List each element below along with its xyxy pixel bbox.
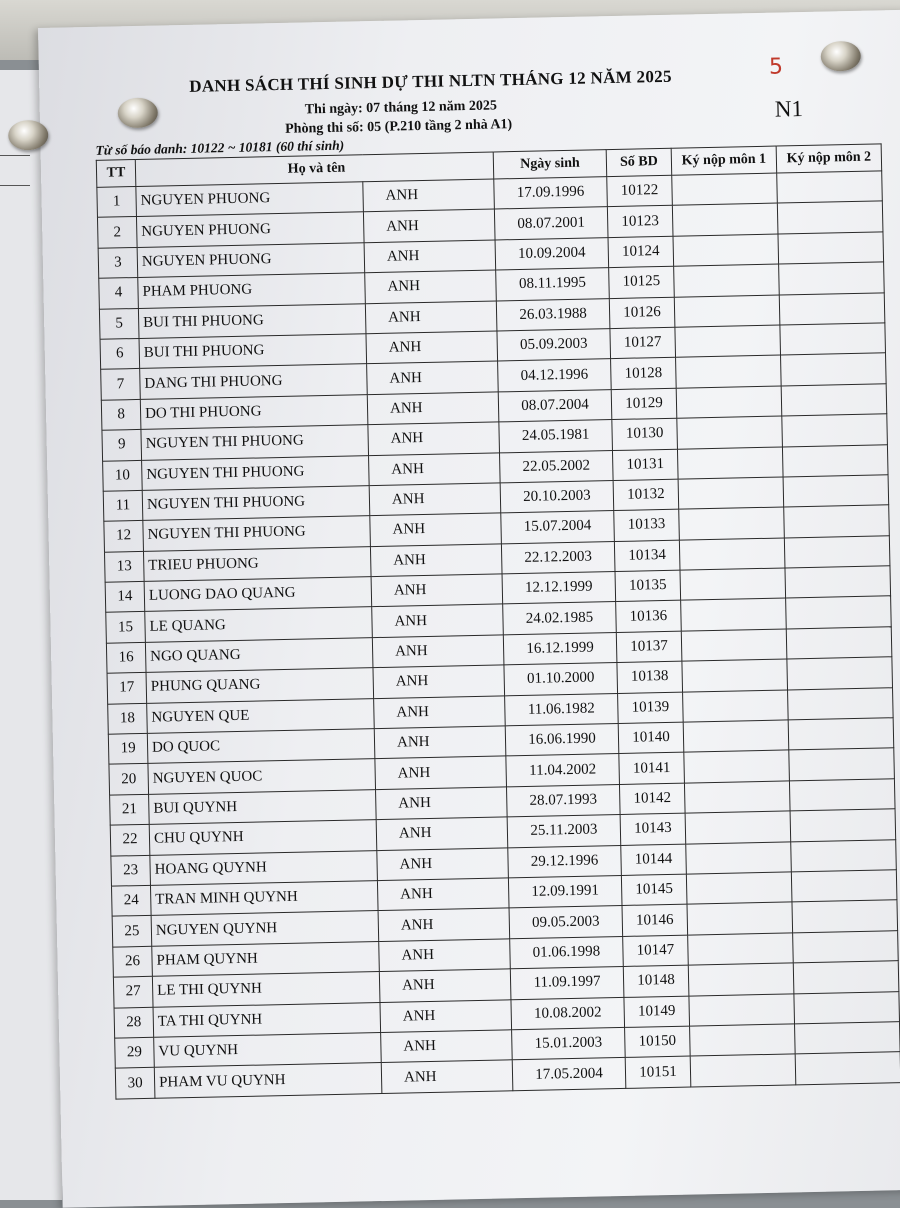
row-signature-1 [683,690,789,723]
row-surname: NGO QUANG [145,637,373,672]
row-tt: 13 [104,551,144,582]
row-given-name: ANH [372,604,504,637]
row-surname: BUI THI PHUONG [138,303,366,338]
row-given-name: ANH [379,969,511,1002]
row-candidate-number: 10132 [613,479,679,511]
row-tt: 21 [110,794,150,825]
row-given-name: ANH [365,301,497,334]
row-tt: 12 [104,521,144,552]
row-given-name: ANH [373,665,505,698]
row-candidate-number: 10148 [623,965,689,997]
row-tt: 24 [111,885,151,916]
row-signature-1 [676,355,782,388]
row-dob: 28.07.1993 [506,784,620,817]
row-signature-2 [794,991,900,1024]
row-signature-2 [793,961,899,994]
row-surname: NGUYEN PHUONG [136,182,364,217]
table-body [97,171,900,1099]
row-surname: NGUYEN PHUONG [136,212,364,247]
row-dob: 24.05.1981 [499,420,613,453]
row-signature-2 [783,475,889,508]
row-tt: 7 [101,369,141,400]
row-given-name: ANH [376,787,508,820]
row-surname: VU QUYNH [154,1032,382,1067]
row-tt: 27 [113,976,153,1007]
row-signature-2 [777,201,883,234]
row-signature-2 [777,171,883,204]
row-signature-2 [793,930,899,963]
row-signature-2 [784,535,890,568]
row-given-name: ANH [369,483,501,516]
row-surname: NGUYEN THI PHUONG [141,425,369,460]
row-dob: 24.02.1985 [503,602,617,635]
row-surname: LE QUANG [145,607,373,642]
row-candidate-number: 10122 [607,175,673,207]
row-dob: 22.05.2002 [499,450,613,483]
row-candidate-number: 10126 [609,297,675,329]
row-tt: 28 [114,1007,154,1038]
row-signature-2 [778,232,884,265]
pushpin-icon [8,120,49,151]
row-given-name: ANH [379,939,511,972]
row-given-name: ANH [377,878,509,911]
row-candidate-number: 10139 [618,692,684,724]
row-signature-2 [795,1022,900,1055]
row-surname: LE THI QUYNH [152,972,380,1007]
row-signature-2 [781,384,887,417]
row-candidate-number: 10127 [610,327,676,359]
row-surname: DANG THI PHUONG [140,364,368,399]
row-candidate-number: 10135 [615,570,681,602]
row-tt: 20 [109,764,149,795]
column-header-sig2: Ký nộp môn 2 [776,144,882,173]
handwritten-mark: 5 [768,54,784,80]
row-signature-1 [690,1054,796,1087]
row-tt: 8 [101,399,141,430]
row-signature-1 [677,416,783,449]
row-signature-1 [672,173,778,206]
row-signature-1 [685,811,791,844]
row-tt: 25 [112,916,152,947]
row-signature-2 [789,748,895,781]
row-given-name: ANH [370,544,502,577]
row-signature-1 [674,295,780,328]
row-candidate-number: 10130 [612,418,678,450]
row-surname: NGUYEN THI PHUONG [142,486,370,521]
row-given-name: ANH [371,574,503,607]
exam-roster-sheet [38,10,900,1208]
row-tt: 16 [106,642,146,673]
pushpin-icon [117,98,158,129]
row-dob: 01.10.2000 [504,663,618,696]
row-dob: 15.01.2003 [512,1027,626,1060]
row-given-name: ANH [374,726,506,759]
row-signature-1 [678,477,784,510]
row-dob: 10.08.2002 [511,997,625,1030]
row-surname: TRAN MINH QUYNH [150,881,378,916]
row-signature-1 [682,659,788,692]
row-signature-1 [681,598,787,631]
row-tt: 15 [106,612,146,643]
row-tt: 30 [115,1068,155,1099]
row-dob: 10.09.2004 [495,237,609,270]
row-given-name: ANH [363,179,495,212]
row-signature-2 [779,292,885,325]
row-dob: 11.09.1997 [510,967,624,1000]
row-signature-2 [788,718,894,751]
row-dob: 09.05.2003 [509,906,623,939]
row-surname: DO QUOC [147,729,375,764]
row-signature-2 [792,900,898,933]
row-candidate-number: 10142 [619,783,685,815]
row-given-name: ANH [374,696,506,729]
row-candidate-number: 10128 [611,358,677,390]
row-tt: 5 [99,308,139,339]
row-signature-2 [780,323,886,356]
row-dob: 08.07.2001 [494,207,608,240]
row-signature-2 [781,353,887,386]
row-tt: 6 [100,338,140,369]
row-candidate-number: 10136 [616,601,682,633]
row-candidate-number: 10145 [621,874,687,906]
row-candidate-number: 10133 [614,509,680,541]
row-dob: 26.03.1988 [496,298,610,331]
row-signature-1 [684,781,790,814]
row-candidate-number: 10147 [623,935,689,967]
candidate-range: Từ số báo danh: 10122 ~ 10181 (60 thí sinh) [95,137,345,158]
document-title: DANH SÁCH THÍ SINH DỰ THI NLTN THÁNG 12 NĂM 2025 [189,66,672,96]
row-given-name: ANH [372,635,504,668]
row-dob: 29.12.1996 [508,845,622,878]
row-tt: 18 [108,703,148,734]
row-signature-2 [789,779,895,812]
row-given-name: ANH [363,209,495,242]
row-tt: 26 [113,946,153,977]
row-surname: NGUYEN PHUONG [137,242,365,277]
room-code: N1 [774,95,804,122]
row-tt: 3 [98,247,138,278]
row-signature-1 [674,264,780,297]
row-signature-1 [676,386,782,419]
row-dob: 15.07.2004 [501,511,615,544]
row-dob: 12.12.1999 [502,572,616,605]
column-header-tt: TT [96,159,136,187]
row-surname: NGUYEN QUOC [148,759,376,794]
row-signature-1 [688,933,794,966]
row-dob: 01.06.1998 [510,936,624,969]
row-tt: 9 [102,430,142,461]
row-surname: CHU QUYNH [149,820,377,855]
row-surname: PHAM PHUONG [138,273,366,308]
row-candidate-number: 10150 [625,1026,691,1058]
row-signature-1 [689,993,795,1026]
row-signature-2 [782,444,888,477]
row-tt: 19 [108,733,148,764]
row-surname: NGUYEN QUE [147,698,375,733]
row-signature-1 [684,750,790,783]
row-given-name: ANH [368,422,500,455]
row-candidate-number: 10143 [620,813,686,845]
row-dob: 17.05.2004 [512,1058,626,1091]
row-given-name: ANH [380,999,512,1032]
row-signature-1 [686,872,792,905]
row-dob: 04.12.1996 [498,359,612,392]
row-given-name: ANH [376,817,508,850]
row-tt: 11 [103,490,143,521]
row-tt: 10 [103,460,143,491]
row-dob: 16.12.1999 [503,632,617,665]
row-signature-2 [786,596,892,629]
row-signature-1 [673,234,779,267]
row-candidate-number: 10129 [611,388,677,420]
row-candidate-number: 10146 [622,904,688,936]
row-given-name: ANH [378,908,510,941]
row-candidate-number: 10149 [624,996,690,1028]
row-signature-1 [686,842,792,875]
row-dob: 12.09.1991 [508,875,622,908]
row-candidate-number: 10144 [621,844,687,876]
row-signature-1 [681,629,787,662]
row-signature-2 [782,414,888,447]
row-tt: 29 [115,1037,155,1068]
row-tt: 17 [107,673,147,704]
row-signature-1 [683,720,789,753]
row-surname: BUI QUYNH [149,789,377,824]
row-given-name: ANH [370,513,502,546]
row-signature-2 [779,262,885,295]
row-surname: LUONG DAO QUANG [144,577,372,612]
row-dob: 22.12.2003 [501,541,615,574]
column-header-sig1: Ký nộp môn 1 [671,146,777,175]
row-candidate-number: 10124 [608,236,674,268]
row-dob: 16.06.1990 [505,724,619,757]
exam-date: Thi ngày: 07 tháng 12 năm 2025 [304,98,498,118]
row-signature-1 [677,447,783,480]
row-candidate-number: 10141 [619,753,685,785]
row-given-name: ANH [381,1060,513,1093]
row-signature-2 [791,839,897,872]
row-tt: 1 [97,186,137,217]
row-surname: DO THI PHUONG [140,394,368,429]
row-surname: NGUYEN QUYNH [151,911,379,946]
row-dob: 05.09.2003 [497,329,611,362]
row-dob: 11.04.2002 [506,754,620,787]
row-tt: 14 [105,581,145,612]
row-tt: 2 [97,217,137,248]
column-header-bd: Số BD [606,148,672,176]
sheet-line [0,185,30,186]
row-dob: 11.06.1982 [505,693,619,726]
pushpin-icon [820,41,861,72]
row-signature-1 [672,203,778,236]
row-tt: 23 [111,855,151,886]
row-signature-2 [785,566,891,599]
row-given-name: ANH [375,756,507,789]
row-dob: 20.10.2003 [500,480,614,513]
row-candidate-number: 10123 [607,206,673,238]
row-given-name: ANH [367,361,499,394]
exam-room: Phòng thi số: 05 (P.210 tầng 2 nhà A1) [285,117,513,137]
row-signature-1 [679,538,785,571]
row-tt: 4 [99,278,139,309]
row-given-name: ANH [381,1030,513,1063]
row-dob: 25.11.2003 [507,815,621,848]
row-surname: TRIEU PHUONG [143,546,371,581]
row-signature-2 [788,687,894,720]
row-surname: PHAM VU QUYNH [154,1063,382,1098]
candidate-table [96,143,900,1099]
row-candidate-number: 10134 [614,540,680,572]
row-signature-2 [786,627,892,660]
row-candidate-number: 10125 [609,266,675,298]
row-given-name: ANH [366,331,498,364]
row-given-name: ANH [364,240,496,273]
row-candidate-number: 10137 [616,631,682,663]
row-surname: PHUNG QUANG [146,668,374,703]
row-tt: 22 [110,825,150,856]
row-dob: 08.11.1995 [496,268,610,301]
row-given-name: ANH [367,392,499,425]
row-surname: TA THI QUYNH [153,1002,381,1037]
row-signature-2 [791,870,897,903]
row-signature-1 [675,325,781,358]
row-signature-2 [787,657,893,690]
row-candidate-number: 10151 [625,1056,691,1088]
row-surname: BUI THI PHUONG [139,334,367,369]
row-candidate-number: 10140 [618,722,684,754]
column-header-dob: Ngày sinh [493,150,607,179]
row-surname: PHAM QUYNH [152,941,380,976]
sheet-line [0,155,30,156]
row-signature-1 [690,1024,796,1057]
row-surname: NGUYEN THI PHUONG [143,516,371,551]
row-signature-1 [679,507,785,540]
row-given-name: ANH [369,452,501,485]
row-candidate-number: 10131 [612,449,678,481]
row-signature-1 [680,568,786,601]
row-surname: NGUYEN THI PHUONG [142,455,370,490]
row-given-name: ANH [365,270,497,303]
row-signature-1 [687,902,793,935]
row-candidate-number: 10138 [617,661,683,693]
row-surname: HOANG QUYNH [150,850,378,885]
row-signature-2 [790,809,896,842]
row-signature-2 [784,505,890,538]
column-header-name: Họ và tên [135,152,493,186]
row-given-name: ANH [377,847,509,880]
row-dob: 17.09.1996 [494,177,608,210]
row-signature-2 [795,1052,900,1085]
row-dob: 08.07.2004 [498,389,612,422]
row-signature-1 [688,963,794,996]
